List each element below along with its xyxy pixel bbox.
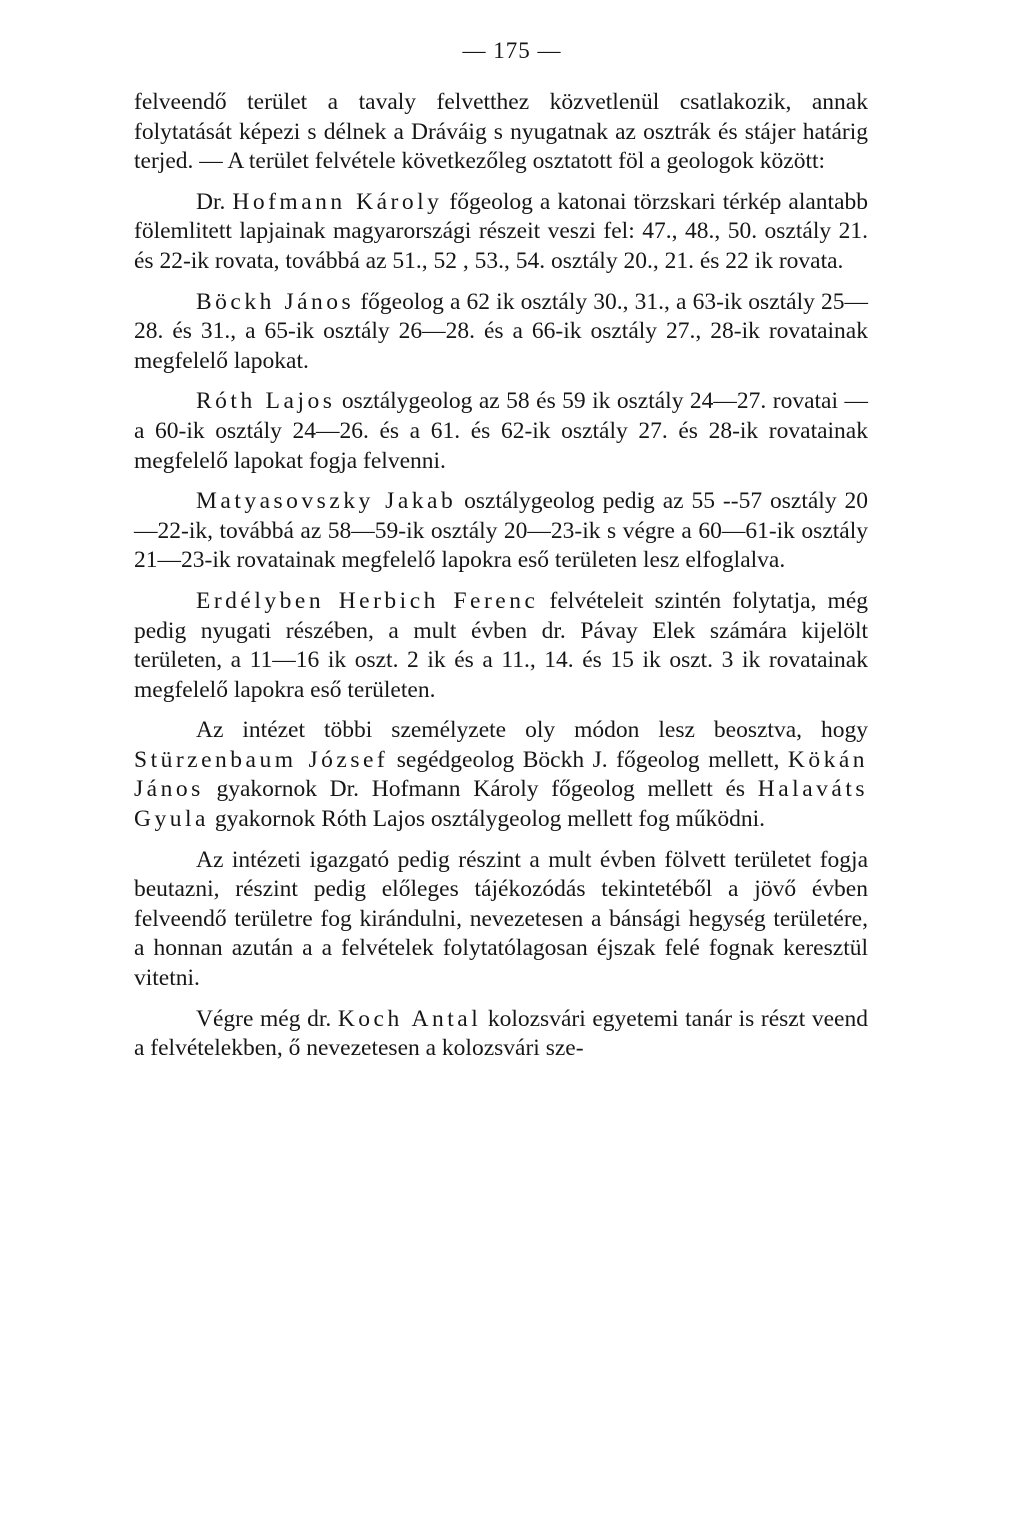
text-run: Dr. (196, 188, 233, 215)
place-name: Erdélyben (196, 587, 339, 614)
person-name: Herbich Ferenc (338, 587, 539, 614)
text-run: kolozsvári egyetemi tanár is részt veend a felvételekben, ő nevezetesen a kolozsvári sze- (134, 1005, 868, 1062)
person-name: Böckh János (196, 288, 355, 315)
text-run: gyakornok Dr. Hofmann Károly főgeolog mellett és (203, 776, 758, 803)
person-name: Kökán János (134, 746, 868, 803)
text-run: osztálygeolog pedig az 55 --57 osztály 20—22-ik, továbbá az 58—59-ik osztály 20—23-ik s végre a 60—61-ik osztály 21—23-ik rovatainak megfelelő lapokra eső területen lesz elfoglalva. (134, 488, 869, 574)
paragraph (134, 188, 868, 277)
text-run: osztálygeolog az 58 és 59 ik osztály 24—27. rovatai — a 60-ik osztály 24—26. és a 61. és 62-ik osztály 27. és 28-ik rovatainak megfelelő lapokat fogja felvenni. (134, 388, 868, 474)
paragraph (134, 846, 868, 994)
text-run: gyakornok Róth Lajos osztálygeolog mellett fog működni. (208, 806, 766, 833)
paragraph (134, 487, 868, 576)
paragraph (134, 716, 868, 834)
text-run: főgeolog a 62 ik osztály 30., 31., a 63-ik osztály 25—28. és 31., a 65-ik osztály 26—28. és a 66-ik osztály 27., 28-ik rovatainak megfelelő lapokat. (134, 288, 868, 374)
text-run: Végre még dr. (196, 1005, 338, 1032)
text-run: főgeolog a katonai törzskari térkép alantabb fölemlitett lapjainak magyarországi részeit veszi fel: 47., 48., 50. osztály 21. és 22-ik rovata, továbbá az 51., 52 , 53., 54. osztály 20., 21. és 22 ik rovata. (134, 188, 869, 274)
person-name: Róth Lajos (196, 388, 336, 415)
paragraph (134, 1005, 868, 1064)
person-name: Matyasovszky Jakab (196, 488, 457, 515)
paragraph (134, 288, 868, 377)
person-name: Halaváts Gyula (134, 776, 868, 833)
person-name: Hofmann Károly (232, 188, 443, 215)
text-run: felveendő terület a tavaly felvetthez közvetlenül csatlakozik, annak folytatását képezi s délnek a Dráváig s nyugatnak az osztrák és stájer határig terjed. — A terület felvétele következőleg osztatott föl a geologok között: (134, 89, 868, 175)
paragraph (134, 88, 868, 177)
text-run: felvételeit szintén folytatja, még pedig nyugati részében, a mult évben dr. Pávay Elek számára kijelölt területen, a 11—16 ik oszt. 2 ik és a 11., 14. és 15 ik oszt. 3 ik rovatainak megfelelő lapokra eső területen. (134, 587, 868, 703)
paragraph (134, 387, 868, 476)
person-name: Koch Antal (337, 1005, 482, 1032)
body-text (134, 88, 868, 1064)
person-name: Stürzenbaum József (134, 746, 389, 773)
paragraph (134, 587, 868, 705)
page-number: — 175 — (462, 38, 562, 63)
text-run: Az intézet többi személyzete oly módon lesz beosztva, hogy (196, 717, 868, 744)
text-run: segédgeolog Böckh J. főgeolog mellett, (388, 746, 788, 773)
text-run: Az intézeti igazgató pedig részint a mult évben fölvett területet fogja beutazni, részint pedig előleges tájékozódás tekintetéből a jövő évben felveendő területre fog kirándulni, nevezetesen a bánsági hegység területére, a honnan azután a a felvételek folytatólagosan éjszak felé fognak keresztül vitetni. (134, 846, 868, 992)
